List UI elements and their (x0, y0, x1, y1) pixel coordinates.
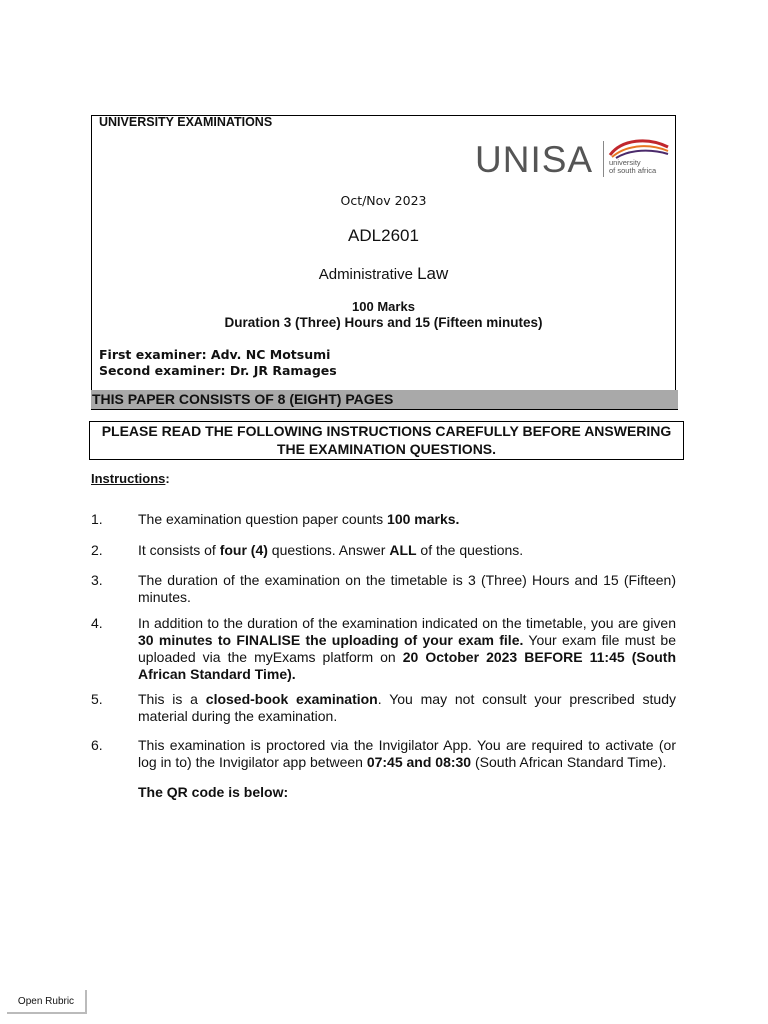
instructions-heading-colon: : (165, 471, 170, 486)
pages-notice-bar (91, 390, 678, 410)
instruction-item (138, 572, 676, 606)
module-title-part1: Administrative (318, 266, 413, 283)
item-emphasis: 30 minutes to FINALISE the uploading of your exam file. (138, 632, 524, 648)
item-number: 6. (91, 737, 103, 753)
pages-notice: THIS PAPER CONSISTS OF 8 (EIGHT) PAGES (92, 391, 394, 407)
read-instructions-box (89, 421, 684, 460)
module-title-part2: Law (417, 264, 449, 283)
item-text: Your exam file must be uploaded via the myExams platform on (138, 632, 676, 665)
item-text: The duration of the examination on the timetable is 3 (Three) Hours and 15 (Fifteen) minutes. (138, 572, 676, 605)
instruction-item (138, 542, 676, 559)
logo-tagline-2: of south africa (609, 166, 657, 175)
logo-wordmark: UNISA (475, 139, 594, 180)
item-text: questions. Answer (267, 542, 390, 558)
item-number: 2. (91, 542, 103, 558)
item-text: It consists of (138, 542, 220, 558)
item-emphasis: four (4) (219, 542, 268, 558)
item-text: The examination question paper counts (138, 511, 388, 527)
item-number: 1. (91, 511, 103, 527)
item-emphasis: ALL (389, 542, 417, 558)
instruction-item (138, 511, 676, 528)
item-text: . You may not consult your prescribed study material during the examination. (138, 691, 677, 724)
logo-divider (603, 141, 604, 177)
second-examiner: Second examiner: Dr. JR Ramages (99, 363, 337, 378)
instructions-heading-text: Instructions (91, 471, 166, 486)
instruction-item (138, 691, 676, 725)
read-instructions-line2: THE EXAMINATION QUESTIONS. (276, 441, 497, 457)
logo-swoosh-icon (608, 137, 670, 159)
module-code: ADL2601 (348, 226, 419, 245)
item-text: In addition to the duration of the examination indicated on the timetable, you are given (138, 615, 676, 631)
item-number: 5. (91, 691, 103, 707)
instructions-heading (91, 471, 170, 486)
exam-date: Oct/Nov 2023 (340, 193, 427, 208)
read-instructions-line1: PLEASE READ THE FOLLOWING INSTRUCTIONS CAREFULLY BEFORE ANSWERING (101, 423, 672, 439)
item-emphasis: 100 marks. (387, 511, 460, 527)
item-emphasis: closed-book examination (205, 691, 378, 707)
total-marks: 100 Marks (352, 299, 415, 314)
instruction-item (138, 615, 676, 683)
university-examinations-label: UNIVERSITY EXAMINATIONS (99, 115, 273, 129)
module-title (91, 264, 676, 284)
exam-duration: Duration 3 (Three) Hours and 15 (Fifteen minutes) (224, 315, 543, 330)
item-text: This examination is proctored via the Invigilator App. You are required to activate (or log in to) the Invigilator app between (138, 737, 676, 770)
unisa-logo (475, 135, 675, 181)
first-examiner: First examiner: Adv. NC Motsumi (99, 347, 331, 362)
item-emphasis: 20 October 2023 BEFORE 11:45 (South African Standard Time). (138, 649, 677, 682)
qr-code-note: The QR code is below: (138, 784, 289, 800)
instruction-item (138, 737, 676, 771)
item-emphasis: 07:45 and 08:30 (366, 754, 472, 770)
item-text: (South African Standard Time). (471, 754, 667, 770)
logo-tagline (609, 159, 656, 175)
item-number: 4. (91, 615, 103, 631)
item-number: 3. (91, 572, 103, 588)
logo-tagline-1: university (609, 158, 641, 167)
item-text: This is a (138, 691, 206, 707)
open-rubric-button[interactable]: Open Rubric (7, 990, 87, 1014)
item-text: of the questions. (416, 542, 524, 558)
